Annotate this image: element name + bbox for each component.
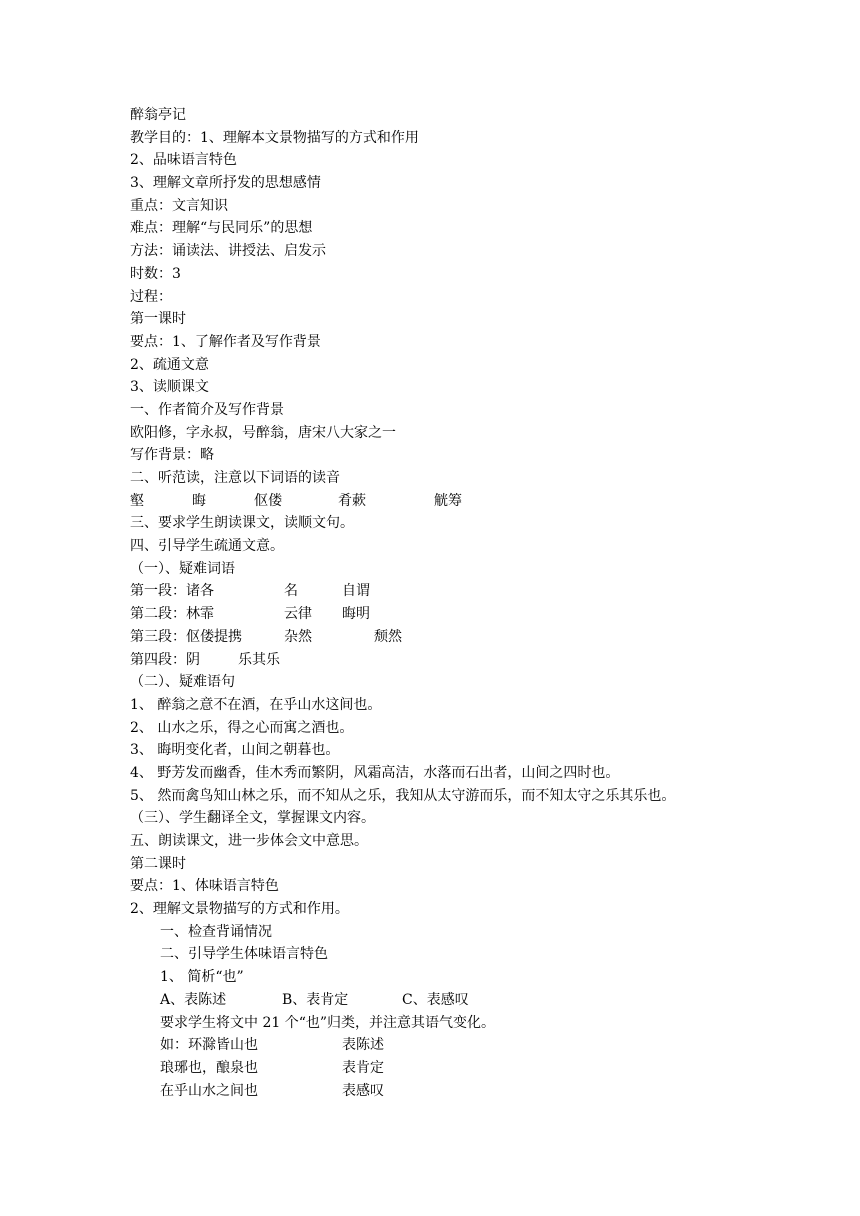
pronunciation-word: 肴蔌 [338,492,366,509]
teaching-objective: 教学目的：1、理解本文景物描写的方式和作用 [130,129,419,146]
section-heading: 一、检查背诵情况 [160,923,272,940]
subsection-heading: （三）、学生翻译全文，掌握课文内容。 [130,810,375,827]
difficult-sentence: 2、 山水之乐，得之心而寓之酒也。 [130,719,354,736]
vocab-word: 自谓 [342,583,370,600]
analysis-item: 1、 简析“也” [160,969,244,986]
vocab-word: 颓然 [374,628,402,645]
lesson-1-point: 3、读顺课文 [130,379,209,396]
class-hours: 时数：3 [130,265,181,282]
option: C、表感叹 [402,991,469,1008]
vocab-word: 晦明 [342,606,370,623]
author-intro: 欧阳修，字永叔，号醉翁，唐宋八大家之一 [130,424,396,441]
section-heading: 一、作者简介及写作背景 [130,401,284,418]
objective-item: 3、理解文章所抒发的思想感情 [130,175,321,192]
method: 方法：诵读法、讲授法、启发示 [130,243,326,260]
example-type: 表陈述 [342,1037,384,1054]
pronunciation-word: 晦 [192,492,206,509]
vocab-word: 杂然 [284,628,312,645]
example-row [130,1034,830,1057]
pronunciation-word: 壑 [130,492,144,509]
lesson-2-point: 2、理解文景物描写的方式和作用。 [130,901,349,918]
section-heading: 二、听范读，注意以下词语的读音 [130,470,340,486]
lesson-2-heading: 第二课时 [130,855,186,872]
example-row [130,1080,830,1103]
key-point: 重点：文言知识 [130,197,228,214]
lesson-1-heading: 第一课时 [130,311,186,328]
lesson-1-points: 要点：1、了解作者及写作背景 [130,333,321,350]
process-label: 过程： [130,288,172,305]
paragraph-words-row [130,626,830,649]
paragraph-words-row [130,649,830,672]
section-heading: 三、要求学生朗读课文，读顺文句。 [130,515,354,532]
example-type: 表感叹 [342,1082,384,1099]
difficult-sentence: 4、 野芳发而幽香，佳木秀而繁阴，风霜高洁，水落而石出者，山间之四时也。 [130,764,620,781]
example-text: 如：环滁皆山也 [160,1037,258,1054]
section-heading: 四、引导学生疏通文意。 [130,538,284,555]
subsection-heading: （一）、疑难词语 [130,560,235,577]
difficult-sentence: 3、 晦明变化者，山间之朝暮也。 [130,742,340,759]
paragraph-label: 第三段：伛偻提携 [130,628,242,645]
difficult-sentence: 5、 然而禽鸟知山林之乐，而不知从之乐，我知从太守游而乐，而不知太守之乐其乐也。 [130,787,676,804]
vocab-word: 乐其乐 [238,651,280,668]
task-instruction: 要求学生将文中 21 个“也”归类，并注意其语气变化。 [160,1014,496,1031]
section-heading: 二、引导学生体味语言特色 [160,946,328,963]
option: B、表肯定 [282,991,349,1008]
subsection-heading: （二）、疑难语句 [130,674,235,691]
options-row [130,989,830,1012]
paragraph-label: 第四段：阴 [130,651,200,668]
pronunciation-word: 伛偻 [254,492,282,509]
pronunciation-words-row [130,490,830,513]
vocab-word: 名 [284,583,298,600]
lesson-2-points: 要点：1、体味语言特色 [130,878,279,895]
document-title: 醉翁亭记 [130,107,186,123]
difficulty: 难点：理解“与民同乐”的思想 [130,220,313,237]
background-note: 写作背景：略 [130,447,214,464]
example-type: 表肯定 [342,1059,384,1076]
document-body [130,104,830,1102]
paragraph-words-row [130,580,830,603]
difficult-sentence: 1、 醉翁之意不在酒，在乎山水这间也。 [130,696,382,713]
objective-item: 2、品味语言特色 [130,152,237,169]
example-text: 琅琊也，酿泉也 [160,1059,258,1076]
vocab-word: 云律 [284,606,312,623]
section-heading: 五、朗读课文，进一步体会文中意思。 [130,833,368,849]
lesson-1-point: 2、疏通文意 [130,356,209,373]
pronunciation-word: 觥筹 [434,492,462,509]
paragraph-label: 第一段：诸各 [130,583,214,600]
example-row [130,1057,830,1080]
paragraph-label: 第二段：林霏 [130,606,214,623]
example-text: 在乎山水之间也 [160,1082,258,1099]
option: A、表陈述 [160,991,227,1008]
paragraph-words-row [130,603,830,626]
